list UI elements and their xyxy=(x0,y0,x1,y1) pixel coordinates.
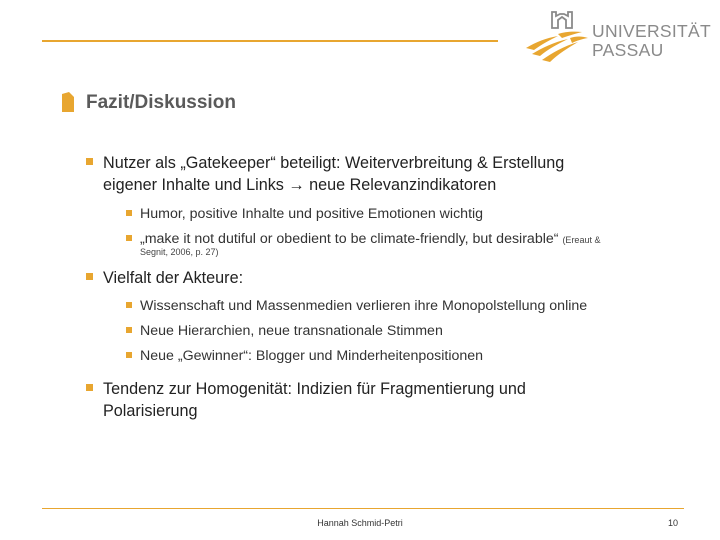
sub-bullet-text: Humor, positive Inhalte und positive Emotionen wichtig xyxy=(140,206,484,222)
bullet-square-icon xyxy=(86,158,93,165)
sub-bullet-text: Wissenschaft und Massenmedien verlieren ihre Monopolstellung online xyxy=(140,298,588,314)
bullet-2-text: Vielfalt der Akteure: xyxy=(103,269,244,287)
bullet-point-3 xyxy=(86,378,686,422)
arrow-right-icon: → xyxy=(288,176,305,194)
bullet-1-line2-end: neue Relevanzindikatoren xyxy=(304,176,497,194)
sub-bullet-1-1 xyxy=(126,205,686,224)
slide-content xyxy=(86,152,686,422)
bullet-square-icon xyxy=(86,273,93,280)
bullet-1-line2-start: eigener Inhalte und Links xyxy=(103,176,289,194)
bullet-point-2 xyxy=(86,267,686,289)
footer-author: Hannah Schmid-Petri xyxy=(317,518,403,528)
bullet-3-line2: Polarisierung xyxy=(103,402,198,420)
slide-title: Fazit/Diskussion xyxy=(86,92,236,113)
citation-line2: Segnit, 2006, p. 27) xyxy=(140,247,219,257)
citation-line1: (Ereaut & xyxy=(562,235,601,245)
sub-bullet-square-icon xyxy=(126,352,132,358)
university-gate-icon xyxy=(524,8,594,64)
logo-text-passau: PASSAU xyxy=(592,40,664,60)
sub-bullet-quote: „make it not dutiful or obedient to be climate-friendly, but desirable“ xyxy=(140,231,559,247)
sub-bullet-text: Neue „Gewinner“: Blogger und Minderheitenpositionen xyxy=(140,348,484,364)
sub-bullet-2-3 xyxy=(126,347,686,366)
sub-bullet-2-1 xyxy=(126,297,686,316)
sub-bullet-2-2 xyxy=(126,322,686,341)
sub-bullet-square-icon xyxy=(126,327,132,333)
sub-bullet-square-icon xyxy=(126,210,132,216)
university-logo xyxy=(524,8,712,68)
page-number: 10 xyxy=(667,518,678,528)
header-rule xyxy=(42,40,498,42)
bullet-square-icon xyxy=(86,384,93,391)
bullet-point-1 xyxy=(86,152,686,196)
sub-bullet-text: Neue Hierarchien, neue transnationale Stimmen xyxy=(140,323,443,339)
citation xyxy=(562,235,600,245)
bullet-3-line1: Tendenz zur Homogenität: Indizien für Fragmentierung und xyxy=(103,380,526,398)
footer-rule xyxy=(42,508,684,509)
sub-bullet-1-2 xyxy=(126,230,686,258)
sub-bullet-square-icon xyxy=(126,235,132,241)
title-marker-icon xyxy=(62,92,74,112)
bullet-1-line1: Nutzer als „Gatekeeper“ beteiligt: Weiterverbreitung & Erstellung xyxy=(103,154,565,172)
sub-bullet-square-icon xyxy=(126,302,132,308)
logo-text-universitaet: UNIVERSITÄT xyxy=(592,21,712,41)
